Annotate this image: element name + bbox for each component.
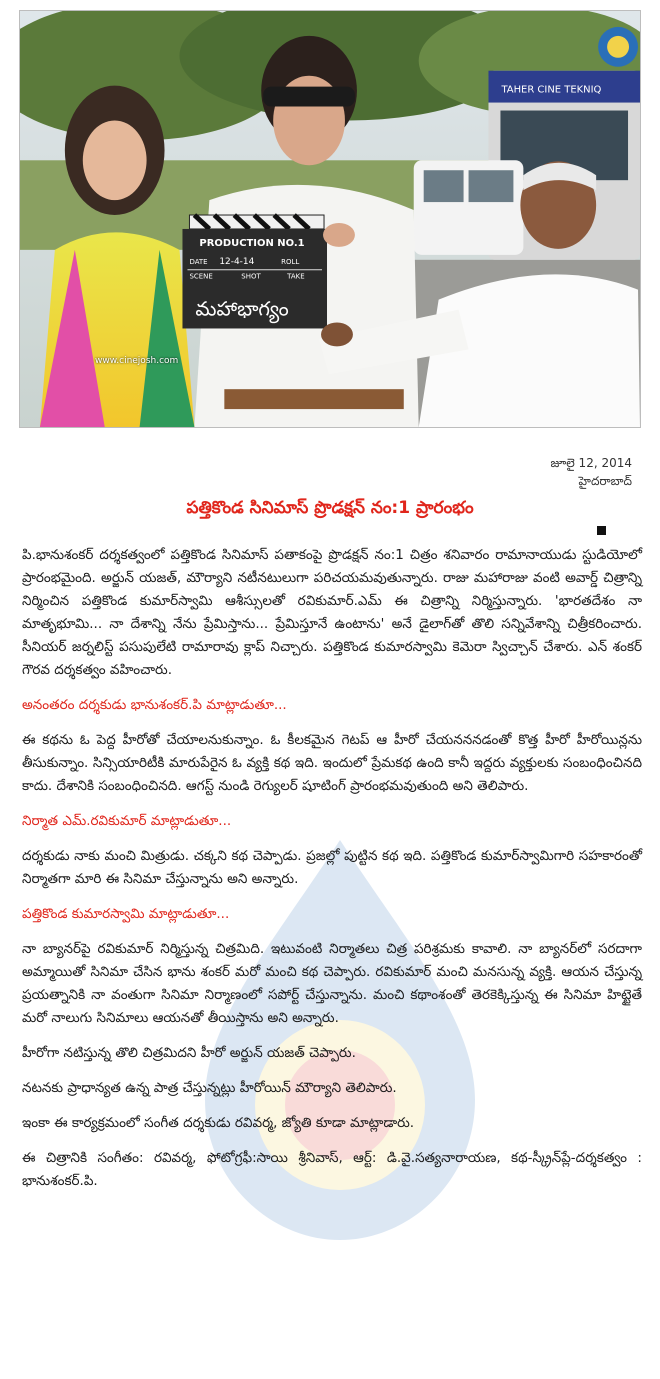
publish-date: జూలై 12, 2014 [550,456,632,470]
clapboard-title: PRODUCTION NO.1 [199,237,305,249]
bus-sign: TAHER CINE TEKNIQ [501,84,602,96]
clapboard-shot-label: SHOT [241,272,261,281]
article-body [22,544,642,1205]
clapboard [182,215,327,328]
article-intro: పి.భానుశంకర్ దర్శకత్వంలో పత్తికొండ సినిమాస్ పతాకంపై ప్రొడక్షన్ నం:1 చిత్రం శనివారం రామానాయుడు స్టుడియోలో ప్రారంభమైంది. అర్జున్ యజత్, మౌర్యాని నటీనటులుగా పరిచయమవుతున్నారు. రాజు మహారాజు వంటి అవార్డ్ చిత్రాన్ని నిర్మించిన పత్తికొండ కుమార్‌స్వామి ఆశీస్సులతో రవికుమార్.ఎమ్ ఈ చిత్రాన్ని నిర్మిస్తున్నారు. 'భారతదేశం నా మాతృభూమి... నా దేశాన్ని నేను ప్రేమిస్తాను... ప్రేమిస్తూనే ఉంటాను' అనే డైలాగ్‌తో తొలి సన్నివేశాన్ని చిత్రీకరించారు. సీనియర్ జర్నలిస్ట్ పసుపులేటి రామారావు క్లాప్ నిచ్చారు. పత్తికొండ కుమారస్వామి కెమెరా స్విచ్చాన్ చేశారు. ఎన్ శంకర్ గౌరవ దర్శకత్వం వహించారు. [22,547,642,678]
presenter-quote: నా బ్యానర్‌పై రవికుమార్ నిర్మిస్తున్న చిత్రమిది. ఇటువంటి నిర్మాతలు చిత్ర పరిశ్రమకు కావాలి. నా బ్యానర్‌లో సరదాగా అమ్మాయితో సినిమా చేసిన భాను శంకర్ మరో మంచి కథ చెప్పారు. రవికుమార్ మంచి మనసున్న వ్యక్తి. ఆయన చేస్తున్న ప్రయత్నానికి నా వంతుగా సినిమా నిర్మాణంలో సపోర్ట్ చేస్తున్నాను. మంచి కథాంశంతో తెరకెక్కిస్తున్న ఈ సినిమా హిట్టైతే మరో నాలుగు సినిమాలు ఆయనతో తీయిస్తాను అని అన్నారు. [22,941,642,1026]
producer-quote: దర్శకుడు నాకు మంచి మిత్రుడు. చక్కని కథ చెప్పాడు. ప్రజల్లో పుట్టిన కథ ఇది. పత్తికొండ కుమార్‌స్వామిగారి సహకారంతో నిర్మాతగా మారి ఈ సినిమా చేస్తున్నాను అని అన్నారు. [22,848,642,887]
hero-quote: హీరోగా నటిస్తున్న తొలి చిత్రమిదని హీరో అర్జున్ యజత్ చెప్పారు. [22,1045,356,1061]
photo-watermark: www.cinejosh.com [95,356,179,366]
article-headline: పత్తికొండ సినిమాస్ ప్రొడక్షన్ నం:1 ప్రారంభం [186,498,474,518]
section-heading-presenter: పత్తికొండ కుమారస్వామి మాట్లాడుతూ... [22,906,230,922]
clapboard-film-title: మహాభాగ్యం [195,297,289,321]
square-bullet-icon [597,526,606,535]
clapboard-take-label: TAKE [287,272,305,281]
clapboard-scene-label: SCENE [189,272,213,281]
publish-place: హైదరాబాద్ [578,474,632,488]
clapboard-date-label: DATE [189,257,208,266]
section-heading-producer: నిర్మాత ఎమ్.రవికుమార్ మాట్లాడుతూ... [22,813,232,829]
clapboard-roll-label: ROLL [281,257,300,266]
director-quote: ఈ కథను ఓ పెద్ద హీరోతో చేయాలనుకున్నాం. ఓ కీలకమైన గెటప్ ఆ హీరో చేయనననడంతో కొత్త హీరో హీరోయిన్లను తీసుకున్నాం. సిన్సియారిటీకి మారుపేరైన ఓ వ్యక్తి కథ ఇది. ఇందులో ప్రేమకథ ఉంది కానీ ఇద్దరు వ్యక్తులకు సంబంధించినది కాదు. దేశానికి సంబంధించినది. ఆగస్ట్ నుండి రెగ్యులర్ షూటింగ్ ప్రారంభమవుతుంది అని తెలిపారు. [22,732,642,794]
film-credits: ఈ చిత్రానికి సంగీతం: రవివర్మ, ఫోటోగ్రఫీ:సాయి శ్రీనివాస్, ఆర్ట్: డి.వై.సత్యనారాయణ, కథ-స్క్రీన్‌ప్లే-దర్శకత్వం : భానుశంకర్.పి. [22,1150,642,1189]
heroine-quote: నటనకు ప్రాధాన్యత ఉన్న పాత్ర చేస్తున్నట్లు హీరోయిన్ మౌర్యాని తెలిపారు. [22,1080,397,1096]
dateline [550,454,632,490]
article-photo [19,10,641,428]
others-note: ఇంకా ఈ కార్యక్రమంలో సంగీత దర్శకుడు రవివర్మ, జ్యోతి కూడా మాట్లాడారు. [22,1115,415,1131]
clapboard-date-value: 12-4-14 [219,256,255,267]
section-heading-director: అనంతరం దర్శకుడు భానుశంకర్.పి మాట్లాడుతూ... [22,697,287,713]
